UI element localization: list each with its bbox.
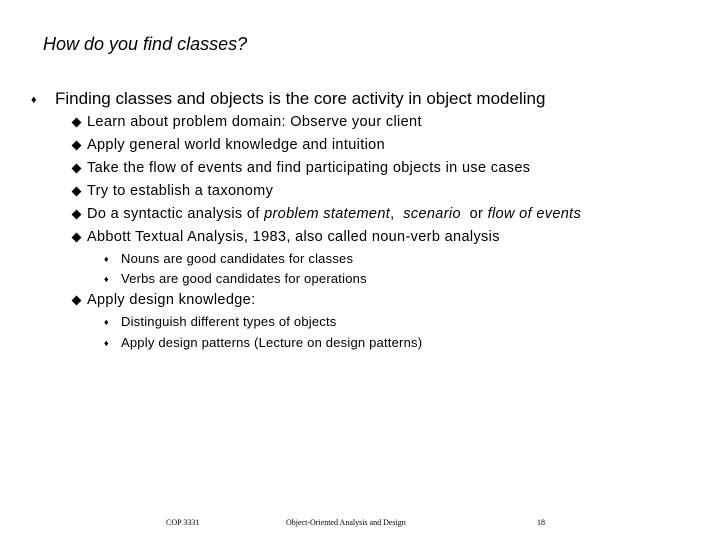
diamond-bullet-icon: ♦ — [104, 338, 109, 348]
term-flow-of-events: flow of events — [487, 206, 582, 222]
square-bullet-icon — [72, 210, 82, 220]
bullet-text — [87, 206, 581, 222]
square-bullet-icon — [72, 296, 82, 306]
separator: or — [460, 206, 488, 222]
bullet-text: Apply general world knowledge and intuition — [87, 137, 385, 153]
term-scenario: scenario — [403, 206, 461, 222]
bullet-text: Learn about problem domain: Observe your client — [87, 114, 422, 130]
bullet-text: Apply design knowledge: — [87, 292, 256, 308]
main-point-text: Finding classes and objects is the core activity in object modeling — [55, 89, 546, 108]
slide-title: How do you find classes? — [43, 34, 248, 54]
bullet-text: Take the flow of events and find participating objects in use cases — [87, 160, 531, 176]
square-bullet-icon — [72, 141, 82, 151]
separator: , — [390, 206, 404, 222]
square-bullet-icon — [72, 164, 82, 174]
term-problem-statement: problem statement — [264, 206, 391, 222]
diamond-bullet-icon: ♦ — [104, 274, 109, 284]
diamond-bullet-icon: ♦ — [31, 94, 37, 106]
bullet-text: Try to establish a taxonomy — [87, 183, 274, 199]
diamond-bullet-icon: ♦ — [104, 317, 109, 327]
sub-bullet-text: Verbs are good candidates for operations — [121, 271, 367, 286]
sub-bullet-text: Apply design patterns (Lecture on design patterns) — [121, 335, 423, 350]
syntactic-prefix: Do a syntactic analysis of — [87, 206, 265, 222]
sub-bullet-text: Nouns are good candidates for classes — [121, 251, 354, 266]
square-bullet-icon — [72, 187, 82, 197]
footer-page-number: 18 — [537, 518, 545, 527]
footer-title: Object-Oriented Analysis and Design — [286, 518, 406, 527]
square-bullet-icon — [72, 118, 82, 128]
square-bullet-icon — [72, 233, 82, 243]
bullet-text: Abbott Textual Analysis, 1983, also called noun-verb analysis — [87, 229, 500, 245]
footer-course: COP 3331 — [166, 518, 200, 527]
sub-bullet-text: Distinguish different types of objects — [121, 314, 337, 329]
diamond-bullet-icon: ♦ — [104, 254, 109, 264]
